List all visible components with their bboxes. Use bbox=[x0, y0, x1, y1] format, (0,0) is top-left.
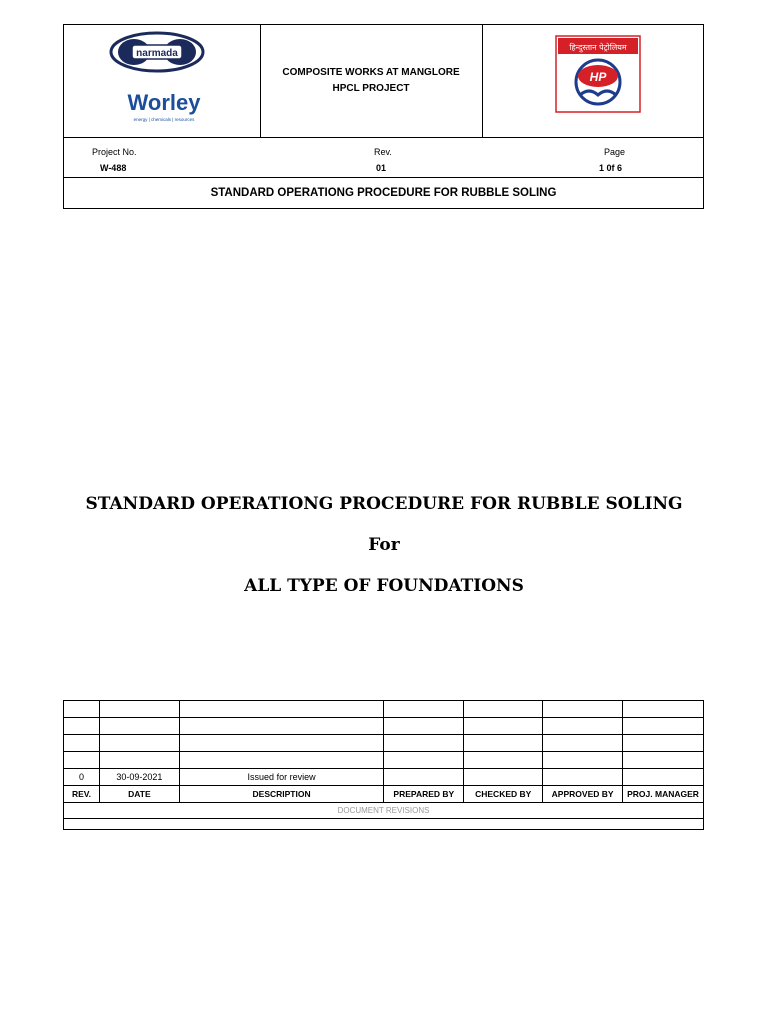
project-title-line1: COMPOSITE WORKS AT MANGLORE bbox=[282, 67, 460, 78]
revision-table bbox=[63, 700, 704, 830]
client-logo-cell bbox=[482, 25, 703, 137]
main-title-line2: For bbox=[368, 535, 400, 555]
document-revisions-caption: DOCUMENT REVISIONS bbox=[64, 803, 704, 819]
revision-value: 01 bbox=[376, 163, 387, 173]
header-meta-row bbox=[64, 137, 703, 178]
revision-block bbox=[372, 137, 412, 177]
project-number-label: Project No. bbox=[92, 147, 137, 157]
caption-row bbox=[64, 803, 704, 819]
col-prepared-by: PREPARED BY bbox=[384, 786, 464, 803]
main-title-line3: ALL TYPE OF FOUNDATIONS bbox=[244, 576, 524, 596]
project-title-cell bbox=[260, 25, 483, 137]
hp-emblem-text: HP bbox=[589, 70, 607, 84]
contractor-logo-cell bbox=[64, 25, 261, 137]
project-number-value: W-488 bbox=[100, 163, 127, 173]
header-top-row bbox=[64, 25, 703, 138]
table-row bbox=[64, 819, 704, 830]
col-proj-manager: PROJ. MANAGER bbox=[623, 786, 704, 803]
table-row bbox=[64, 701, 704, 718]
narmada-worley-logo bbox=[64, 25, 260, 137]
hp-hindi-text: हिन्दुस्तान पेट्रोलियम bbox=[569, 43, 627, 52]
header-subtitle: STANDARD OPERATIONG PROCEDURE FOR RUBBLE SOLING bbox=[210, 186, 557, 199]
revision-date: 30-09-2021 bbox=[99, 769, 179, 786]
table-row bbox=[64, 735, 704, 752]
revision-entry-row bbox=[64, 769, 704, 786]
page-value: 1 0f 6 bbox=[599, 163, 623, 173]
project-number-block bbox=[92, 137, 212, 177]
table-row bbox=[64, 718, 704, 735]
revision-label: Rev. bbox=[374, 147, 392, 157]
col-description: DESCRIPTION bbox=[179, 786, 384, 803]
col-date: DATE bbox=[99, 786, 179, 803]
document-header bbox=[63, 24, 704, 209]
table-row bbox=[64, 752, 704, 769]
page-label: Page bbox=[604, 147, 626, 157]
narmada-brand-text: narmada bbox=[136, 48, 178, 59]
project-title-line2: HPCL PROJECT bbox=[332, 83, 410, 94]
col-checked-by: CHECKED BY bbox=[464, 786, 543, 803]
revision-header-row bbox=[64, 786, 704, 803]
col-approved-by: APPROVED BY bbox=[543, 786, 623, 803]
revision-description: Issued for review bbox=[179, 769, 384, 786]
worley-tagline: energy | chemicals | resources bbox=[133, 117, 195, 122]
revision-number: 0 bbox=[64, 769, 100, 786]
main-title-line1: STANDARD OPERATIONG PROCEDURE FOR RUBBLE SOLING bbox=[85, 494, 683, 514]
hp-logo bbox=[482, 25, 703, 137]
col-rev: REV. bbox=[64, 786, 100, 803]
page-block bbox=[596, 137, 656, 177]
worley-brand-text: Worley bbox=[127, 90, 201, 115]
